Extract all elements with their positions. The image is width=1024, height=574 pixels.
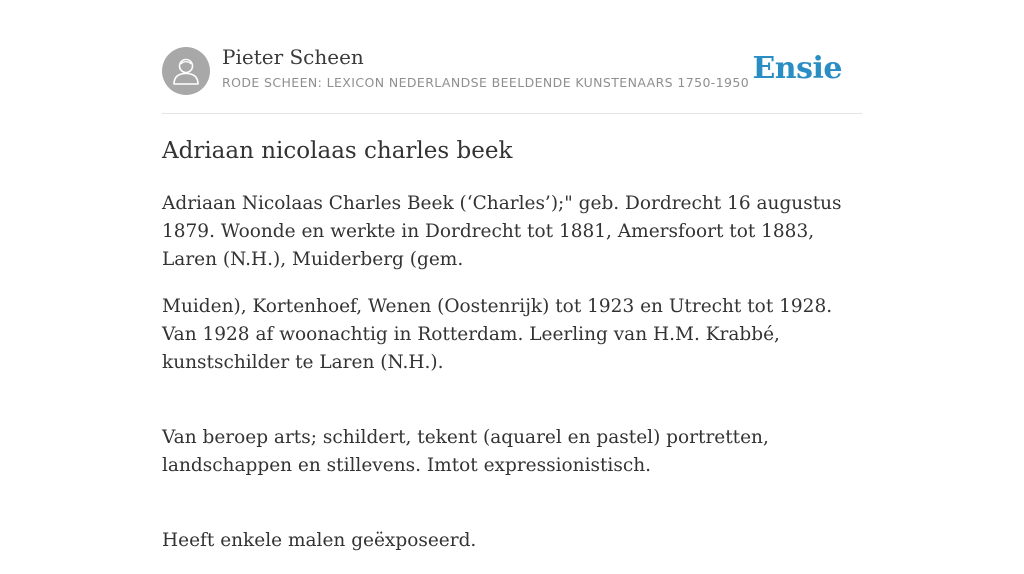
source-publication[interactable]: RODE SCHEEN: LEXICON NEDERLANDSE BEELDENDE KUNSTENAARS 1750-1950 — [222, 75, 750, 90]
article-paragraph: Muiden), Kortenhoef, Wenen (Oostenrijk) tot 1923 en Utrecht tot 1928. Van 1928 af woonachtig in Rotterdam. Leerling van H.M. Krabbé, kunstschilder te Laren (N.H.). — [162, 296, 833, 373]
user-silhouette-icon — [162, 47, 210, 95]
author-name[interactable]: Pieter Scheen — [222, 45, 364, 69]
article-header — [162, 0, 862, 114]
author-avatar[interactable] — [162, 47, 210, 95]
paragraph-spacer — [162, 499, 868, 527]
article-paragraph: Van beroep arts; schildert, tekent (aquarel en pastel) portretten, landschappen en stillevens. Imtot expressionistisch. — [162, 427, 769, 476]
article-title: Adriaan nicolaas charles beek — [162, 138, 513, 164]
ensie-logo[interactable]: Ensie — [752, 51, 842, 86]
paragraph-spacer — [162, 396, 868, 424]
article-body — [162, 190, 868, 574]
page-container — [162, 0, 862, 551]
article-paragraph: Adriaan Nicolaas Charles Beek (‘Charles’);" geb. Dordrecht 16 augustus 1879. Woonde en werkte in Dordrecht tot 1881, Amersfoort tot 1883, Laren (N.H.), Muiderberg (gem. — [162, 193, 842, 270]
article-paragraph: Heeft enkele malen geëxposeerd. — [162, 530, 477, 551]
